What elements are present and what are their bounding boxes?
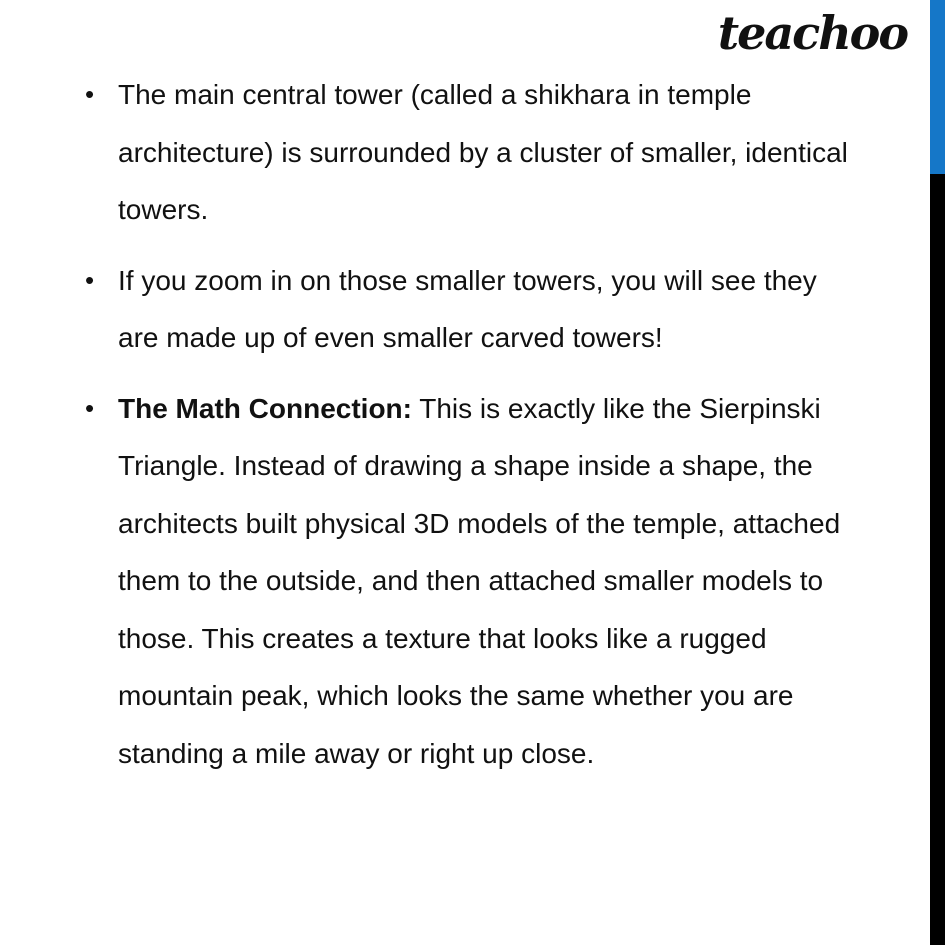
bullet-marker: •	[85, 392, 95, 423]
bullet-line-rest: This is exactly like the Sierpinski	[411, 392, 821, 424]
bullet-list	[85, 66, 900, 795]
bullet-line: If you zoom in on those smaller towers, you will see they	[118, 264, 817, 296]
bullet-line: The main central tower (called a shikhara in temple	[118, 79, 752, 110]
bullet-marker: •	[85, 264, 95, 295]
bullet-line	[118, 380, 900, 438]
bullet-marker: •	[85, 79, 95, 109]
bullet-line: them to the outside, and then attached smaller models to	[118, 565, 824, 596]
bullet-line: architecture) is surrounded by a cluster of smaller, identical	[118, 136, 848, 168]
bold-lead-text: The Math Connection:	[118, 392, 412, 424]
bullet-line: architects built physical 3D models of the temple, attached	[118, 507, 841, 539]
bullet-line: towers.	[118, 194, 209, 225]
bullet-item-math-connection	[85, 380, 900, 783]
bullet-line: are made up of even smaller carved towers!	[118, 322, 663, 353]
bullet-line: those. This creates a texture that looks like a rugged	[118, 622, 767, 654]
bullet-item-shikhara	[85, 66, 900, 239]
right-edge-accent-bar-blue	[930, 0, 945, 174]
bullet-line: mountain peak, which looks the same whether you are	[118, 680, 794, 711]
bullet-text	[118, 380, 900, 783]
bullet-text	[118, 252, 900, 367]
bullet-text	[118, 66, 900, 239]
bullet-item-zoom	[85, 252, 900, 367]
teachoo-logo: teachoo	[717, 6, 907, 60]
bullet-line: standing a mile away or right up close.	[118, 737, 595, 769]
right-edge-accent-bar-black	[930, 174, 945, 945]
bullet-line: Triangle. Instead of drawing a shape inside a shape, the	[118, 450, 813, 481]
